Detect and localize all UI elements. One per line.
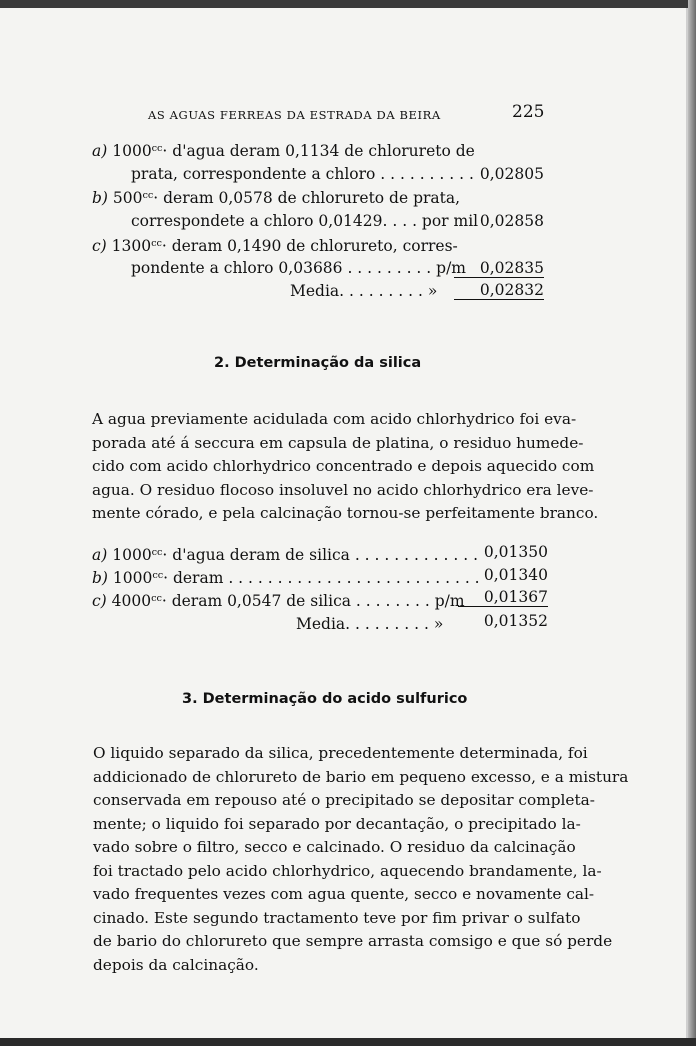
chloro-row-c-line2: pondente a chloro 0,03686 . . . . . . . . . p/m: [131, 259, 466, 277]
row-text: 1300ᶜᶜ· deram 0,1490 de chlorureto, corres-: [111, 237, 458, 255]
page-number: 225: [512, 102, 545, 122]
paragraph-line: conservada em repouso até o precipitado se depositar completa-: [93, 791, 595, 809]
paragraph-line: O liquido separado da silica, precedentemente determinada, foi: [93, 744, 588, 762]
row-label: b): [92, 189, 108, 207]
silica-value-a: 0,01350: [483, 543, 548, 561]
row-text: 1000ᶜᶜ· d'agua deram de silica . . . . . . . . . . . . .: [112, 546, 479, 564]
row-label: c): [92, 592, 107, 610]
chloro-row-c-line1: [92, 237, 458, 255]
chloro-row-a-line1: [92, 142, 475, 160]
silica-row-c: [92, 592, 465, 610]
paragraph-line: agua. O residuo flocoso insoluvel no acido chlorhydrico era leve-: [92, 480, 594, 499]
paragraph-line: mente; o liquido foi separado por decantação, o precipitado la-: [93, 814, 581, 833]
paragraph-line: mente córado, e pela calcinação tornou-se perfeitamente branco.: [92, 504, 599, 522]
row-label: c): [92, 237, 107, 255]
row-label: a): [92, 546, 108, 564]
scan-border: [0, 1038, 696, 1046]
sulfuric-paragraph: [93, 742, 628, 977]
silica-row-a: [92, 546, 478, 564]
row-text: 1000ᶜᶜ· d'agua deram 0,1134 de chlorureto de: [112, 142, 475, 160]
paragraph-line: vado frequentes vezes com agua quente, secco e novamente cal-: [93, 885, 595, 903]
paragraph-line: A agua previamente acidulada com acido chlorhydrico foi eva-: [92, 410, 577, 428]
book-page: [0, 8, 688, 1038]
silica-media-value: 0,01352: [483, 612, 548, 630]
chloro-value-c: 0,02835: [454, 259, 544, 278]
paragraph-line: addicionado de chlorureto de bario em pequeno excesso, e a mistura: [93, 767, 629, 786]
row-label: b): [92, 569, 108, 587]
section-heading-sulfuric: 3. Determinação do acido sulfurico: [182, 691, 468, 707]
row-text: 4000ᶜᶜ· deram 0,0547 de silica . . . . . . . . p/m: [111, 592, 465, 610]
chloro-value-a: 0,02805: [479, 165, 544, 183]
row-text: 1000ᶜᶜ· deram . . . . . . . . . . . . . . . . . . . . . . . . . .: [112, 569, 480, 587]
chloro-row-b-line1: [92, 189, 460, 207]
silica-value-c: 0,01367: [458, 588, 548, 607]
chloro-row-a-line2: prata, correspondente a chloro . . . . . . . . . .: [131, 165, 474, 183]
silica-media-label: Media. . . . . . . . . »: [296, 615, 444, 633]
paragraph-line: depois da calcinação.: [93, 955, 259, 974]
paragraph-line: porada até á seccura em capsula de platina, o residuo humede-: [92, 433, 584, 452]
chloro-media-value: 0,02832: [454, 281, 544, 300]
paragraph-line: foi tractado pelo acido chlorhydrico, aquecendo brandamente, la-: [93, 861, 602, 880]
silica-value-b: 0,01340: [483, 566, 548, 584]
chloro-value-b: 0,02858: [479, 212, 544, 230]
section-heading-silica: 2. Determinação da silica: [214, 355, 422, 371]
paragraph-line: cido com acido chlorhydrico concentrado e depois aquecido com: [92, 457, 595, 475]
silica-row-b: [92, 569, 480, 587]
row-text: 500ᶜᶜ· deram 0,0578 de chlorureto de prata,: [112, 189, 461, 207]
paragraph-line: vado sobre o filtro, secco e calcinado. O residuo da calcinação: [93, 838, 576, 856]
paragraph-line: cinado. Este segundo tractamento teve por fim privar o sulfato: [93, 908, 581, 927]
chloro-row-b-line2: correspondete a chloro 0,01429. . . . por mil: [131, 212, 479, 230]
running-title: AS AGUAS FERREAS DA ESTRADA DA BEIRA: [148, 108, 441, 122]
page-edge-shadow: [688, 0, 696, 1046]
chloro-media-label: Media. . . . . . . . . »: [290, 282, 438, 300]
paragraph-line: de bario do chlorureto que sempre arrasta comsigo e que só perde: [93, 932, 613, 950]
row-label: a): [92, 142, 108, 160]
silica-paragraph: [92, 408, 598, 526]
